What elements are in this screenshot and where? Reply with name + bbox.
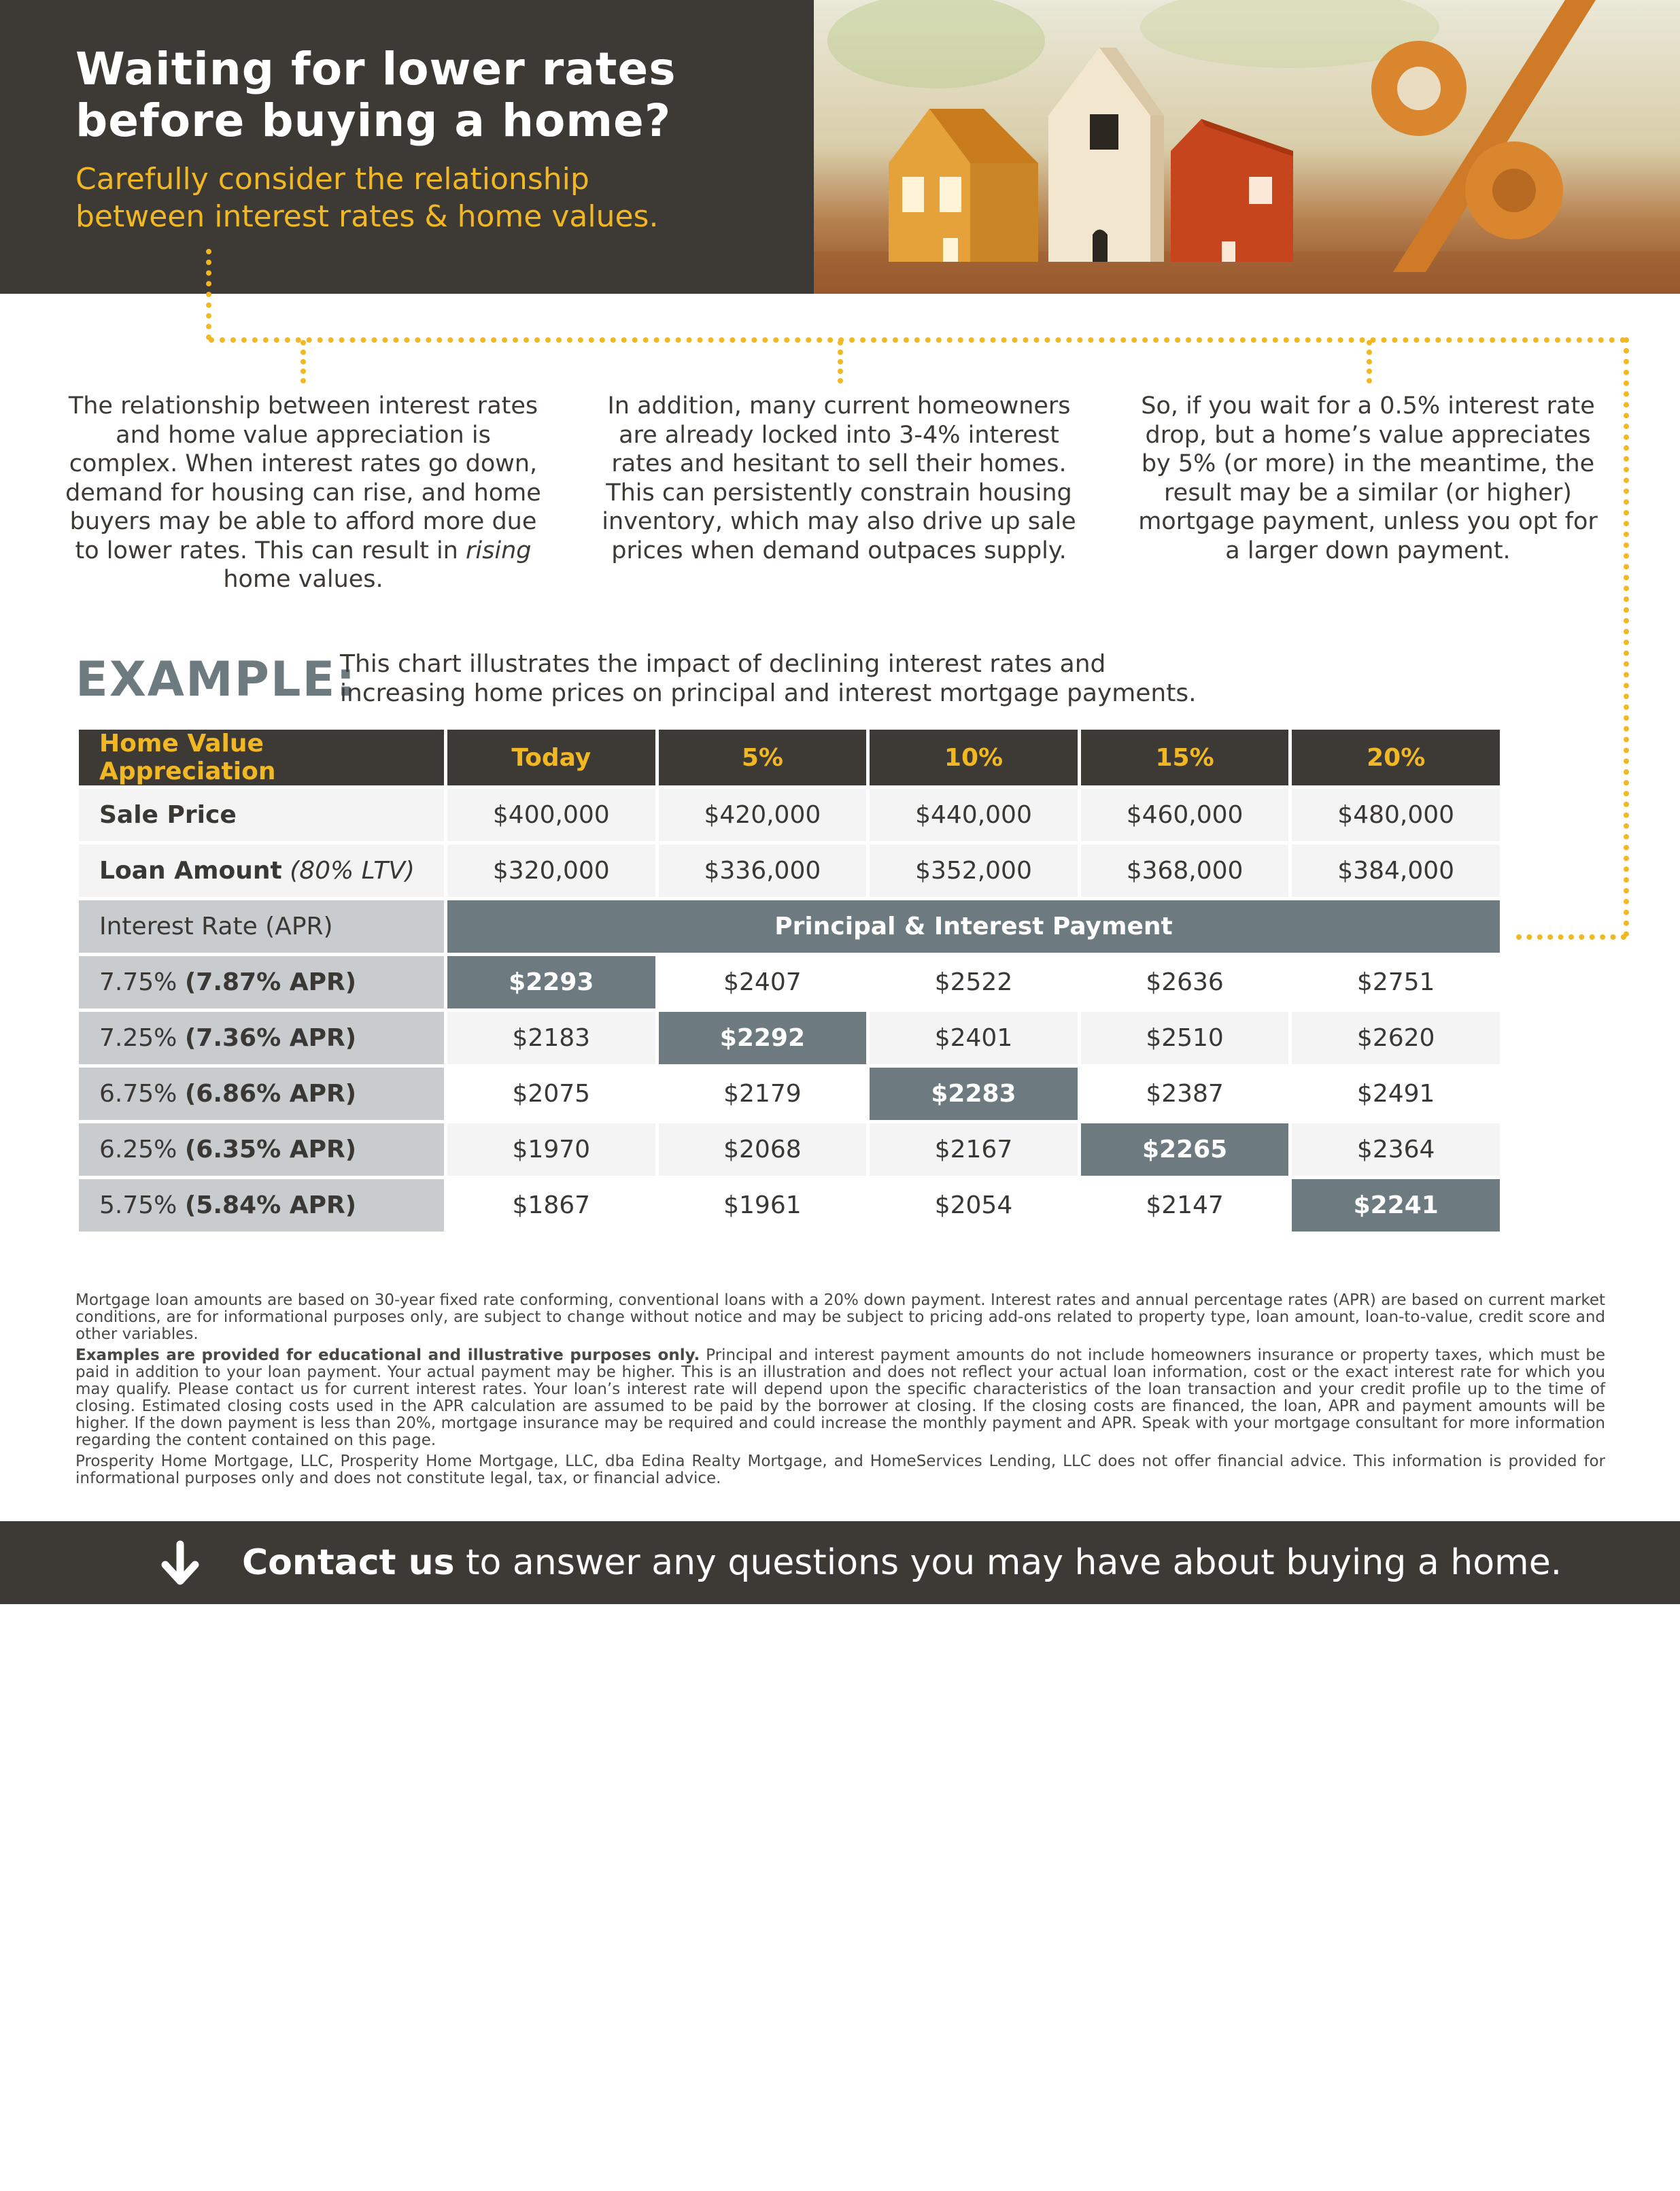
rate-value: 5.75%: [99, 1191, 177, 1219]
houses-photo: [814, 0, 1680, 294]
payment-cell-highlight: $2283: [870, 1068, 1078, 1120]
rate-row: [79, 956, 1500, 1008]
payment-cell: $2636: [1081, 956, 1289, 1008]
header-cell: Home Value Appreciation: [79, 730, 444, 785]
apr-value: (5.84% APR): [184, 1191, 357, 1219]
payment-cell-highlight: $2241: [1292, 1179, 1500, 1232]
row-label: Sale Price: [79, 789, 444, 841]
loan-amount-label: Loan Amount: [99, 857, 282, 885]
dotted-connector-horizontal: [209, 337, 1626, 343]
disclaimer-paragraph: [75, 1347, 1605, 1449]
payment-cell: $2401: [870, 1012, 1078, 1064]
rate-label: [79, 1012, 444, 1064]
rate-label: [79, 1179, 444, 1232]
payment-cell: $2068: [659, 1123, 867, 1176]
example-label: EXAMPLE:: [75, 651, 357, 707]
table-cell: $460,000: [1081, 789, 1289, 841]
header-cell: 10%: [870, 730, 1078, 785]
payment-cell: $2522: [870, 956, 1078, 1008]
table-cell: $336,000: [659, 845, 867, 897]
arrow-down-icon: [156, 1540, 204, 1588]
table-header-row: [79, 730, 1500, 785]
table-cell: $368,000: [1081, 845, 1289, 897]
payment-cell: $1970: [447, 1123, 655, 1176]
header-banner: [0, 0, 814, 294]
payment-cell: $2147: [1081, 1179, 1289, 1232]
disclaimer-paragraph: Prosperity Home Mortgage, LLC, Prosperity Home Mortgage, LLC, dba Edina Realty Mortgage, and HomeServices Lending, LLC does not offer financial advice. This information is provided for informational purposes only and does not constitute legal, tax, or financial advice.: [75, 1453, 1605, 1487]
rate-label: [79, 1123, 444, 1176]
payment-cell: $2364: [1292, 1123, 1500, 1176]
column-rate-drop: [1130, 392, 1606, 565]
payment-cell: $2075: [447, 1068, 655, 1120]
houses-illustration: [814, 0, 1680, 294]
rate-value: 6.75%: [99, 1080, 177, 1108]
table-cell: $384,000: [1292, 845, 1500, 897]
column-3-text: So, if you wait for a 0.5% interest rate drop, but a home’s value appreciates by 5% (or more) in the meantime, the result may be a similar (or higher) mortgage payment, unless you opt for a larger down payment.: [1138, 392, 1598, 564]
loan-amount-row: [79, 845, 1500, 897]
apr-value: (7.36% APR): [184, 1024, 357, 1052]
dotted-connector-col3: [1367, 340, 1372, 384]
table-cell: $480,000: [1292, 789, 1500, 841]
payment-cell: $2407: [659, 956, 867, 1008]
rate-header-label: Interest Rate (APR): [79, 900, 444, 953]
payment-cell: $2387: [1081, 1068, 1289, 1120]
disclaimer: [75, 1292, 1605, 1491]
payment-cell-highlight: $2292: [659, 1012, 867, 1064]
contact-cta: [242, 1538, 1562, 1588]
rate-header-row: [79, 900, 1500, 953]
payment-cell-highlight: $2265: [1081, 1123, 1289, 1176]
payment-cell: $2167: [870, 1123, 1078, 1176]
payment-cell: $2054: [870, 1179, 1078, 1232]
table-cell: $352,000: [870, 845, 1078, 897]
contact-us-link[interactable]: Contact us: [242, 1542, 455, 1583]
payment-cell: $2510: [1081, 1012, 1289, 1064]
dotted-connector-col2: [838, 340, 843, 384]
rate-row: [79, 1012, 1500, 1064]
table-cell: $440,000: [870, 789, 1078, 841]
table-cell: $400,000: [447, 789, 655, 841]
rate-label: [79, 956, 444, 1008]
payment-cell: $2491: [1292, 1068, 1500, 1120]
rate-value: 7.25%: [99, 1024, 177, 1052]
footer-banner: [0, 1521, 1680, 1604]
column-1-text-a: The relationship between interest rates and home value appreciation is complex. When interest rates go down, demand for housing can rise, and home buyers may be able to afford more due to lower rates. This can result in: [65, 392, 541, 564]
payment-cell: $2751: [1292, 956, 1500, 1008]
table-cell: $420,000: [659, 789, 867, 841]
rate-row: [79, 1068, 1500, 1120]
example-description: This chart illustrates the impact of declining interest rates and increasing home prices on principal and interest mortgage payments.: [340, 650, 1197, 707]
payment-cell-highlight: $2293: [447, 956, 655, 1008]
rate-label: [79, 1068, 444, 1120]
page-subtitle: Carefully consider the relationship between interest rates & home values.: [75, 162, 659, 234]
payment-cell: $1961: [659, 1179, 867, 1232]
column-housing-inventory: [601, 392, 1077, 565]
dotted-connector-right: [1624, 337, 1629, 937]
column-1-emphasis: rising: [466, 537, 532, 564]
rate-row: [79, 1123, 1500, 1176]
disclaimer-bold: Examples are provided for educational and illustrative purposes only.: [75, 1346, 700, 1364]
row-label: [79, 845, 444, 897]
contact-cta-text: to answer any questions you may have about buying a home.: [454, 1542, 1562, 1583]
dotted-connector-table: [1516, 934, 1626, 940]
header-cell: Today: [447, 730, 655, 785]
payment-span-header: Principal & Interest Payment: [447, 900, 1500, 953]
apr-value: (7.87% APR): [184, 968, 357, 996]
page-title: Waiting for lower rates before buying a home?: [75, 43, 676, 147]
apr-value: (6.86% APR): [184, 1080, 357, 1108]
header-cell: 15%: [1081, 730, 1289, 785]
header-cell: 5%: [659, 730, 867, 785]
table-cell: $320,000: [447, 845, 655, 897]
payment-cell: $2183: [447, 1012, 655, 1064]
disclaimer-text: Principal and interest payment amounts do not include homeowners insurance or property taxes, which must be paid in addition to your loan payment. Your actual payment may be higher. This is an illustration and does not reflect your actual loan information, cost or the exact interest rate for which you may qualify. Please contact us for current interest rates. Your loan’s interest rate will depend upon the specific characteristics of the loan transaction and your credit profile up to the time of closing. Estimated closing costs used in the APR calculation are assumed to be paid by the borrower at closing. If the closing costs are financed, the loan, APR and payment amounts will be higher. If the down payment is less than 20%, mortgage insurance may be required and could increase the monthly payment and APR. Speak with your mortgage consultant for more information regarding the content contained on this page.: [75, 1346, 1606, 1449]
header-cell: 20%: [1292, 730, 1500, 785]
rate-value: 7.75%: [99, 968, 177, 996]
payment-cell: $2179: [659, 1068, 867, 1120]
loan-amount-note: (80% LTV): [290, 857, 415, 885]
sale-price-row: [79, 789, 1500, 841]
rate-row: [79, 1179, 1500, 1232]
apr-value: (6.35% APR): [184, 1136, 357, 1164]
dotted-connector-col1: [301, 340, 306, 384]
dotted-connector-title: [206, 249, 211, 340]
column-interest-vs-value: [65, 392, 541, 594]
payment-cell: $1867: [447, 1179, 655, 1232]
column-2-text: In addition, many current homeowners are already locked into 3-4% interest rates and hesitant to sell their homes. This can persistently constrain housing inventory, which may also drive up sale prices when demand outpaces supply.: [602, 392, 1076, 564]
column-1-text-b: home values.: [223, 566, 383, 593]
payment-table: [75, 726, 1503, 1235]
payment-cell: $2620: [1292, 1012, 1500, 1064]
rate-value: 6.25%: [99, 1136, 177, 1164]
disclaimer-paragraph: Mortgage loan amounts are based on 30-year fixed rate conforming, conventional loans with a 20% down payment. Interest rates and annual percentage rates (APR) are based on current market conditions, are for informational purposes only, are subject to change without notice and may be subject to pricing add-ons related to property type, loan amount, loan-to-value, credit score and other variables.: [75, 1291, 1605, 1343]
